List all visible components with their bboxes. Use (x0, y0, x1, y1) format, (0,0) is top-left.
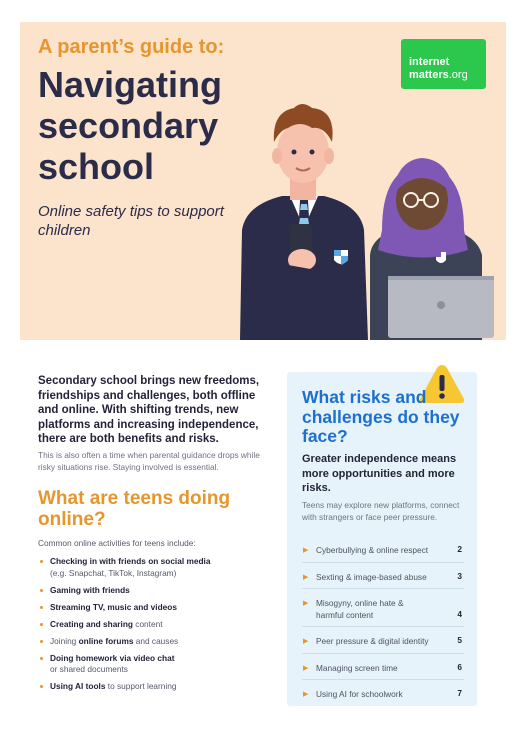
teens-intro: Common online activities for teens include: (38, 538, 196, 548)
bullet (40, 685, 43, 688)
toc-item[interactable] (302, 563, 464, 590)
bullet (40, 657, 43, 660)
page-title (38, 64, 222, 187)
item-bold: Checking in with friends on social media (50, 556, 211, 566)
toc-label: Using AI for schoolwork (316, 689, 403, 699)
item-bold: Using AI tools (50, 681, 106, 691)
toc-page: 6 (457, 661, 462, 672)
chevron-right-icon: ▶ (303, 573, 309, 581)
bullet (40, 606, 43, 609)
chevron-right-icon: ▶ (303, 547, 309, 554)
toc-page: 5 (457, 635, 462, 645)
toc-label: Cyberbullying & online respect (316, 545, 429, 555)
bullet (40, 623, 43, 626)
item-bold: Creating and sharing (50, 618, 133, 629)
risks-desc: Teens may explore new platforms, connect with strangers or face peer pressure. (302, 500, 460, 522)
bullet (40, 560, 43, 563)
toc-item[interactable] (302, 654, 464, 681)
bullet (40, 640, 43, 643)
list-item (38, 619, 268, 631)
item-bold: online forums (78, 635, 134, 646)
chevron-right-icon: ▶ (303, 664, 309, 672)
logo-word: matters (409, 69, 449, 81)
list-item (38, 681, 268, 693)
school-crest-icon (436, 252, 446, 263)
cover-subtitle: Online safety tips to support children (38, 203, 224, 239)
toc-page: 7 (457, 688, 462, 698)
item-bold: Doing homework via video chat (50, 652, 175, 663)
toc-item[interactable] (302, 627, 464, 654)
risks-lead: Greater independence means more opportunities and more risks. (302, 453, 457, 494)
toc-label: Sexting & image-based abuse (316, 571, 427, 582)
item-sub: (e.g. Snapchat, TikTok, Instagram) (50, 567, 177, 578)
toc-label: Peer pressure & digital identity (316, 636, 429, 646)
list-item (38, 602, 268, 614)
item-rest: to support learning (105, 681, 177, 691)
bullet (40, 589, 43, 592)
contents-list (302, 545, 464, 706)
intro-lead: Secondary school brings new freedoms, friendships and challenges, both offline and online. With shifting trends, new platforms and increasing independence, there are both benefits and risks. (38, 375, 260, 445)
logo-suffix: .org (448, 69, 468, 81)
item-rest: content (132, 618, 163, 629)
title-line: Navigating (38, 64, 223, 105)
logo-line2 (409, 69, 468, 81)
item-pre: Joining (50, 635, 79, 646)
toc-item[interactable] (302, 589, 464, 627)
intro-note: This is also often a time when parental guidance drops while risky situations rise. Staying involved is essential. (38, 450, 260, 472)
item-bold: Streaming TV, music and videos (50, 601, 177, 612)
list-item (38, 556, 268, 579)
internet-matters-logo (401, 39, 486, 89)
toc-item[interactable] (302, 545, 464, 563)
cover-kicker: A parent’s guide to: (38, 36, 225, 58)
title-line: school (38, 146, 155, 187)
list-item (38, 585, 268, 597)
activities-list (38, 556, 268, 698)
item-sub: or shared documents (50, 664, 128, 674)
toc-label: Misogyny, online hate & harmful content (316, 598, 404, 620)
item-rest: and causes (133, 635, 179, 646)
risks-heading: What risks and challenges do they face? (302, 387, 460, 446)
toc-page: 2 (457, 544, 462, 554)
item-bold: Gaming with friends (50, 584, 130, 595)
list-item (38, 636, 268, 648)
title-line: secondary (38, 105, 219, 146)
logo-line1: internet (409, 56, 450, 68)
chevron-right-icon: ▶ (303, 638, 309, 645)
toc-page: 4 (457, 608, 462, 619)
students-illustration (232, 100, 506, 340)
list-item (38, 653, 268, 676)
teens-heading: What are teens doing online? (38, 488, 231, 530)
toc-page: 3 (457, 570, 462, 581)
toc-item[interactable] (302, 680, 464, 706)
chevron-right-icon: ▶ (303, 691, 309, 698)
toc-label: Managing screen time (316, 662, 398, 673)
chevron-right-icon: ▶ (303, 600, 309, 607)
